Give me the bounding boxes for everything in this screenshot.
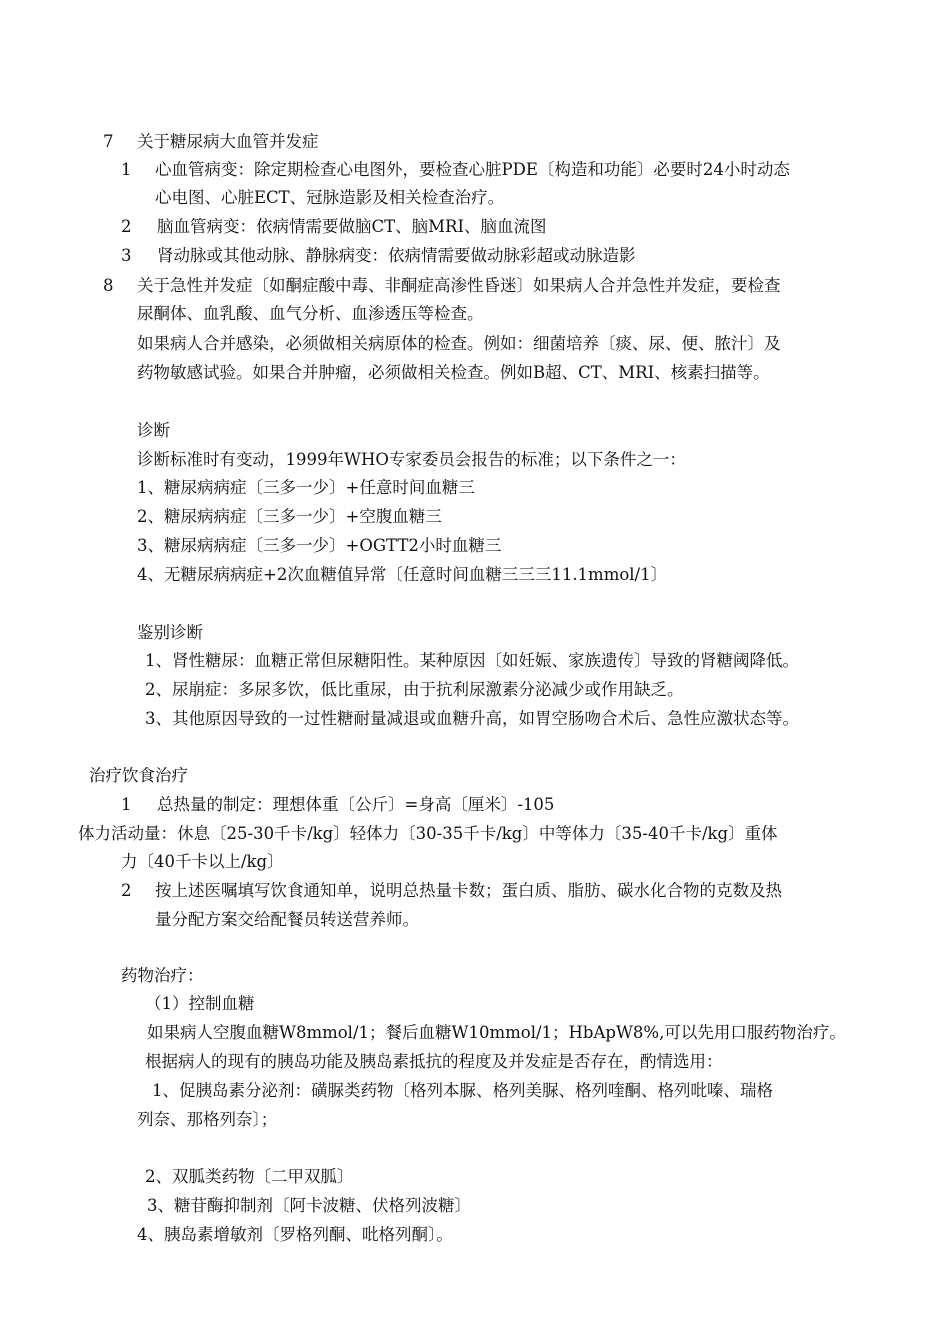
section-7-item-2-number: 2: [121, 217, 132, 236]
section-7-item-2-line-1: 脑血管病变：依病情需要做脑CT、脑MRI、脑血流图: [157, 217, 547, 236]
drug-heading: 药物治疗：: [121, 966, 204, 985]
section-7-item-3-number: 3: [121, 246, 132, 265]
drug-item-3: 3、糖苷酶抑制剂〔阿卡波糖、伏格列波糖〕: [147, 1196, 471, 1215]
differential-item-3: 3、其他原因导致的一过性糖耐量减退或血糖升高，如胃空肠吻合术后、急性应激状态等。: [145, 709, 799, 728]
section-8-line-4: 药物敏感试验。如果合并肿瘤，必须做相关检查。例如B超、CT、MRI、核素扫描等。: [137, 363, 770, 382]
diagnosis-item-3: 3、糖尿病病症〔三多一少〕+OGTT2小时血糖三: [137, 536, 502, 555]
diet-activity-line-2: 力〔40千卡以上/kg〕: [121, 852, 284, 871]
section-7-item-1-line-2: 心电图、心脏ECT、冠脉造影及相关检查治疗。: [155, 188, 505, 207]
section-7-item-1-line-1: 心血管病变：除定期检查心电图外，要检查心脏PDE〔构造和功能〕必要时24小时动态: [155, 160, 790, 179]
drug-item-1-line-1: 1、促胰岛素分泌剂：磺脲类药物〔格列本脲、格列美脲、格列喹酮、格列吡嗪、瑞格: [152, 1081, 773, 1100]
drug-item-2: 2、双胍类药物〔二甲双胍〕: [145, 1167, 354, 1186]
section-7-number: 7: [103, 132, 114, 151]
drug-line-a: 如果病人空腹血糖W8mmol/1；餐后血糖W10mmol/1；HbApW8%,可以先用口服药物治疗。: [147, 1023, 846, 1042]
differential-heading: 鉴别诊断: [137, 623, 203, 642]
section-7-item-3-line-1: 肾动脉或其他动脉、静脉病变：依病情需要做动脉彩超或动脉造影: [157, 246, 636, 265]
diet-heading: 治疗饮食治疗: [89, 766, 188, 785]
section-7-title: 关于糖尿病大血管并发症: [137, 132, 319, 151]
drug-subheading-control-glucose: （1）控制血糖: [145, 994, 255, 1013]
diet-item-2-number: 2: [121, 881, 132, 900]
diagnosis-item-4: 4、无糖尿病病症+2次血糖值异常〔任意时间血糖三三三11.1mmol/1〕: [137, 565, 668, 584]
differential-item-1: 1、肾性糖尿：血糖正常但尿糖阳性。某种原因〔如妊娠、家族遗传〕导致的肾糖阈降低。: [145, 651, 799, 670]
diagnosis-item-1: 1、糖尿病病症〔三多一少〕+任意时间血糖三: [137, 478, 475, 497]
drug-item-4: 4、胰岛素增敏剂〔罗格列酮、吡格列酮〕。: [137, 1225, 453, 1244]
drug-item-1-line-2: 列奈、那格列奈〕；: [137, 1110, 278, 1129]
diet-item-1-number: 1: [121, 795, 132, 814]
section-8-number: 8: [103, 276, 114, 295]
diet-item-2-line-1: 按上述医嘱填写饮食通知单，说明总热量卡数；蛋白质、脂肪、碳水化合物的克数及热: [155, 881, 782, 900]
section-8-line-2: 尿酮体、血乳酸、血气分析、血渗透压等检查。: [137, 304, 484, 323]
section-8-line-3: 如果病人合并感染，必须做相关病原体的检查。例如：细菌培养〔痰、尿、便、脓汁〕及: [137, 334, 781, 353]
section-8-line-1: 关于急性并发症〔如酮症酸中毒、非酮症高渗性昏迷〕如果病人合并急性并发症，要检查: [137, 276, 781, 295]
diagnosis-item-2: 2、糖尿病病症〔三多一少〕+空腹血糖三: [137, 507, 442, 526]
diet-activity-line-1: 体力活动量：休息〔25-30千卡/kg〕轻体力〔30-35千卡/kg〕中等体力〔35-40千卡/kg〕重体: [78, 824, 778, 843]
diet-item-2-line-2: 量分配方案交给配餐员转送营养师。: [155, 910, 419, 929]
differential-item-2: 2、尿崩症：多尿多饮，低比重尿，由于抗利尿激素分泌减少或作用缺乏。: [145, 680, 684, 699]
diagnosis-intro: 诊断标准时有变动，1999年WHO专家委员会报告的标准；以下条件之一：: [137, 450, 686, 469]
diet-item-1: 总热量的制定：理想体重〔公斤〕=身高〔厘米〕-105: [157, 795, 555, 814]
diagnosis-heading: 诊断: [137, 421, 170, 440]
drug-line-b: 根据病人的现有的胰岛功能及胰岛素抵抗的程度及并发症是否存在，酌情选用：: [145, 1052, 723, 1071]
section-7-item-1-number: 1: [121, 160, 132, 179]
